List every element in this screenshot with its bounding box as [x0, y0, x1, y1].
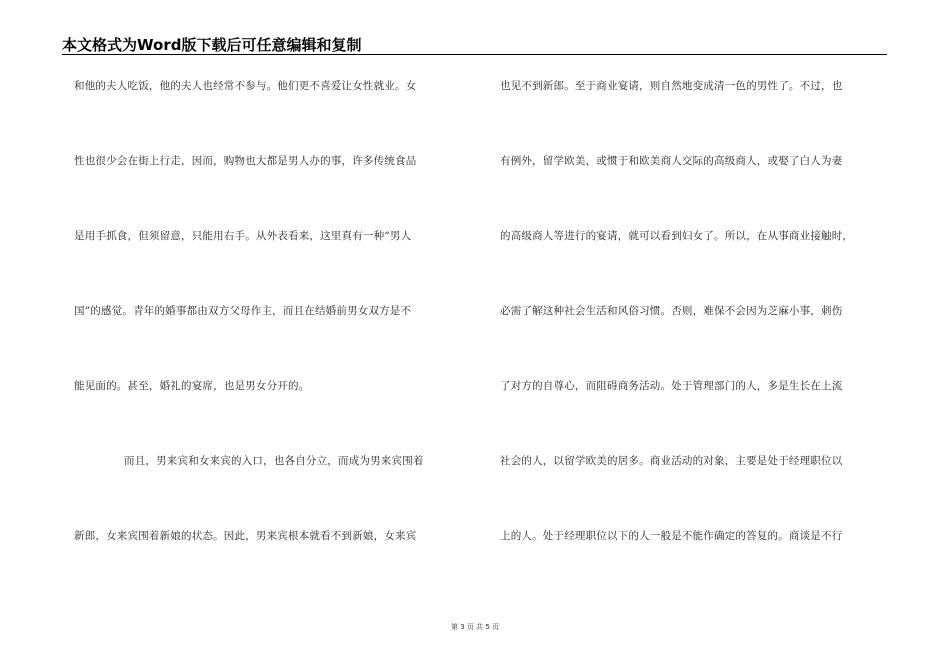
- text-line: 也见不到新郎。至于商业宴请，则自然地变成清一色的男性了。不过，也: [500, 80, 843, 92]
- page-header-title: 本文格式为Word版下载后可任意编辑和复制: [62, 36, 362, 54]
- text-line: 有例外，留学欧美，或惯于和欧美商人交际的高级商人，或娶了白人为妻: [500, 155, 843, 167]
- text-line: 了对方的自尊心，而阻碍商务活动。处于管理部门的人，多是生长在上流: [500, 380, 843, 392]
- text-line: 和他的夫人吃饭，他的夫人也经常不参与。他们更不喜爱让女性就业。女: [74, 80, 417, 92]
- header-divider: [62, 54, 887, 55]
- text-line: 而且，男来宾和女来宾的入口，也各自分立，而成为男来宾围着: [124, 455, 424, 467]
- text-line: 必需了解这种社会生活和风俗习惯。否则，难保不会因为芝麻小事，刺伤: [500, 305, 843, 317]
- text-line: 社会的人，以留学欧美的居多。商业活动的对象，主要是处于经理职位以: [500, 455, 843, 467]
- text-line: 上的人。处于经理职位以下的人一般是不能作确定的答复的。商谈是不行: [500, 530, 843, 542]
- text-line: 能见面的。甚至，婚礼的宴席，也是男女分开的。: [74, 380, 310, 392]
- page-number-footer: 第 3 页 共 5 页: [450, 623, 500, 631]
- text-line: 的高级商人等进行的宴请，就可以看到妇女了。所以，在从事商业接触时，: [500, 230, 854, 242]
- text-line: 性也很少会在街上行走，因而，购物也大都是男人办的事，许多传统食品: [74, 155, 417, 167]
- text-line: 是用手抓食，但须留意，只能用右手。从外表看来，这里真有一种“男人: [74, 230, 412, 242]
- text-line: 国”的感觉。青年的婚事都由双方父母作主，而且在结婚前男女双方是不: [74, 305, 412, 317]
- text-line: 新郎，女来宾围着新娘的状态。因此，男来宾根本就看不到新娘，女来宾: [74, 530, 417, 542]
